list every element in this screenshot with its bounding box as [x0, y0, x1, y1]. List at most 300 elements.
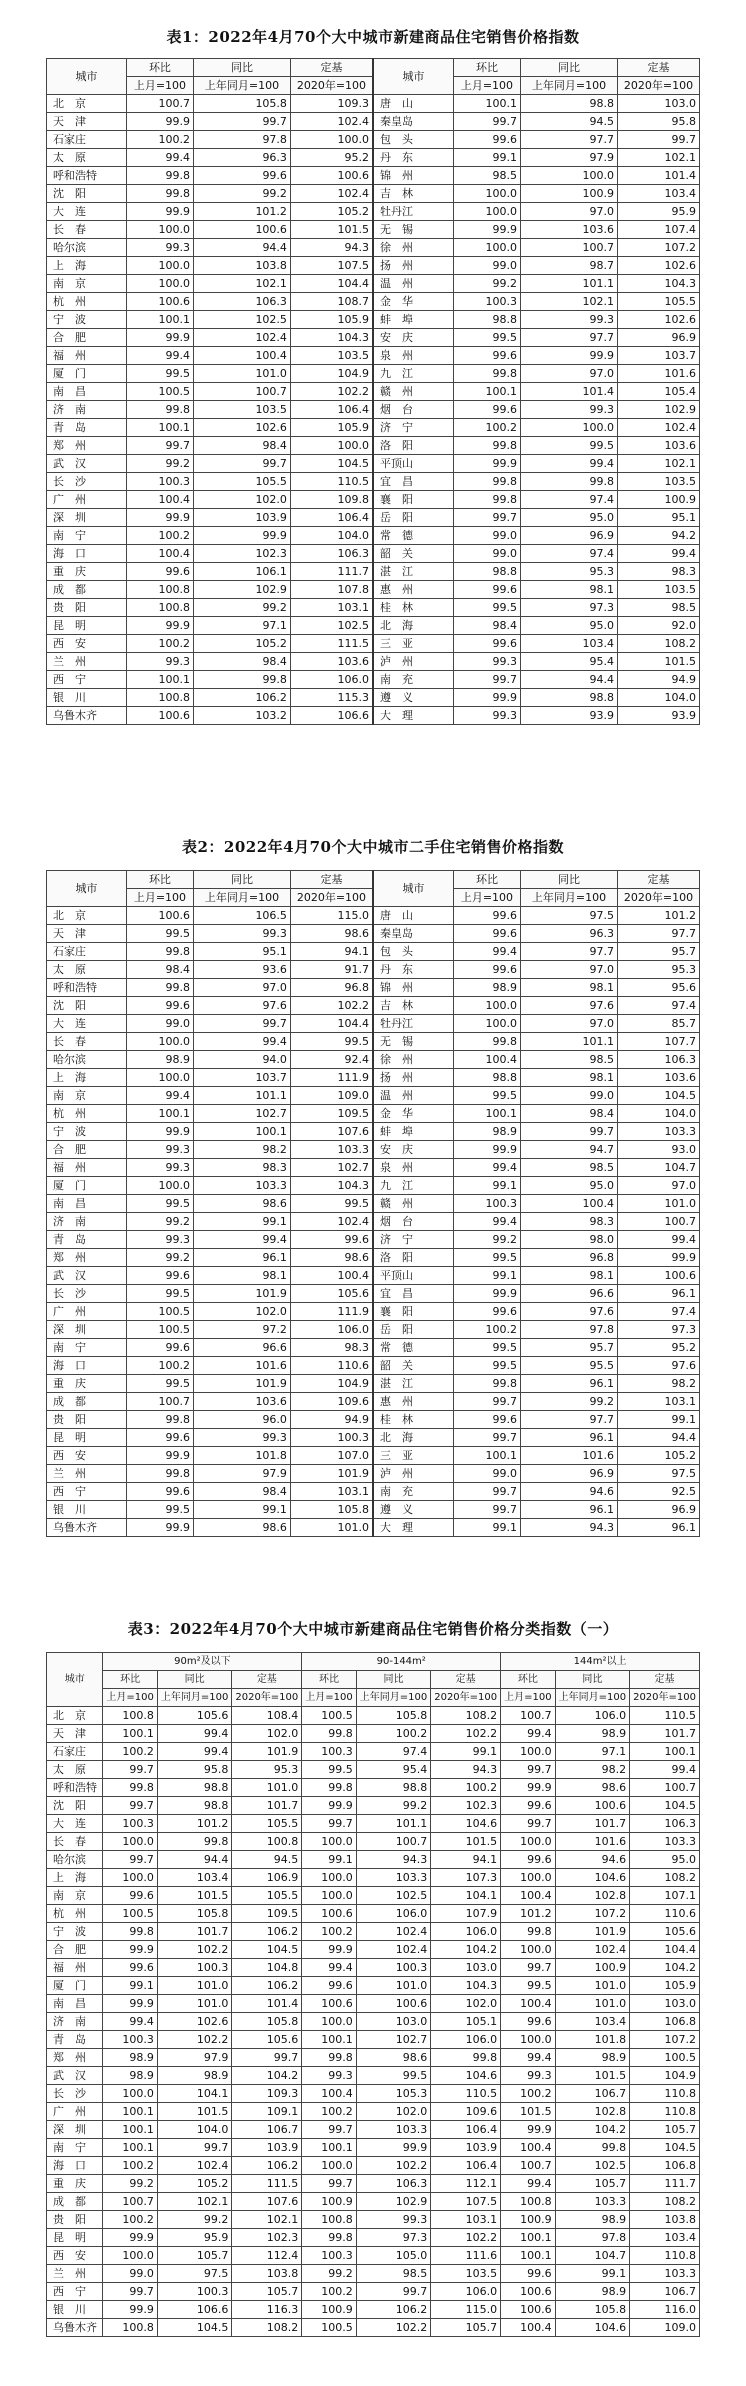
base-cell: 107.8 — [290, 581, 373, 599]
g3-base-cell: 103.4 — [630, 2229, 700, 2247]
table3-sub-base-g1: 2020年=100 — [232, 1689, 302, 1707]
g1-base-cell: 102.3 — [232, 2229, 302, 2247]
mom-cell: 99.4 — [126, 1087, 193, 1105]
yoy-cell: 100.4 — [521, 1195, 618, 1213]
city-cell: 南 宁 — [47, 1339, 127, 1357]
yoy-cell: 102.5 — [194, 311, 291, 329]
yoy-cell: 96.3 — [521, 925, 618, 943]
table3-header-mom-g2: 环比 — [302, 1671, 356, 1689]
g3-yoy-cell: 105.8 — [555, 2301, 629, 2319]
city-cell: 昆 明 — [47, 1429, 127, 1447]
city-cell: 常 德 — [373, 527, 453, 545]
table-row — [47, 203, 700, 221]
g3-mom-cell: 100.9 — [501, 2211, 555, 2229]
g2-yoy-cell: 97.3 — [356, 2229, 430, 2247]
yoy-cell: 100.4 — [194, 347, 291, 365]
city-cell: 成 都 — [47, 2193, 103, 2211]
city-cell: 广 州 — [47, 2103, 103, 2121]
city-cell: 郑 州 — [47, 1249, 127, 1267]
g1-yoy-cell: 104.5 — [157, 2319, 231, 2337]
mom-cell: 99.9 — [126, 617, 193, 635]
city-cell: 惠 州 — [373, 581, 453, 599]
g2-base-cell: 105.7 — [431, 2319, 501, 2337]
yoy-cell: 96.1 — [521, 1429, 618, 1447]
base-cell: 94.2 — [617, 527, 699, 545]
yoy-cell: 97.9 — [521, 149, 618, 167]
table3-sub-yoy-g2: 上年同月=100 — [356, 1689, 430, 1707]
g2-base-cell: 111.6 — [431, 2247, 501, 2265]
g3-base-cell: 116.0 — [630, 2301, 700, 2319]
city-cell: 沈 阳 — [47, 1797, 103, 1815]
table-row — [47, 2067, 700, 2085]
g1-base-cell: 106.7 — [232, 2121, 302, 2139]
city-cell: 大 连 — [47, 1015, 127, 1033]
mom-cell: 100.7 — [126, 1393, 193, 1411]
city-cell: 西 安 — [47, 1447, 127, 1465]
mom-cell: 100.1 — [453, 95, 520, 113]
base-cell: 94.3 — [290, 239, 373, 257]
city-cell: 青 岛 — [47, 419, 127, 437]
yoy-cell: 95.0 — [521, 617, 618, 635]
city-cell: 丹 东 — [373, 149, 453, 167]
g3-mom-cell: 99.6 — [501, 2265, 555, 2283]
g3-mom-cell: 99.4 — [501, 2175, 555, 2193]
base-cell: 97.4 — [617, 997, 699, 1015]
table-row — [47, 1321, 700, 1339]
g1-base-cell: 94.5 — [232, 1851, 302, 1869]
yoy-cell: 98.8 — [521, 95, 618, 113]
g1-mom-cell: 99.9 — [103, 2301, 157, 2319]
mom-cell: 99.8 — [126, 401, 193, 419]
city-cell: 长 春 — [47, 221, 127, 239]
g3-mom-cell: 100.7 — [501, 2157, 555, 2175]
g1-yoy-cell: 102.2 — [157, 2031, 231, 2049]
g3-yoy-cell: 101.9 — [555, 1923, 629, 1941]
city-cell: 郑 州 — [47, 437, 127, 455]
city-cell: 贵 阳 — [47, 1411, 127, 1429]
table-row — [47, 1447, 700, 1465]
table-row — [47, 2193, 700, 2211]
base-cell: 109.8 — [290, 491, 373, 509]
base-cell: 101.5 — [290, 221, 373, 239]
city-cell: 桂 林 — [373, 1411, 453, 1429]
base-cell: 99.5 — [290, 1033, 373, 1051]
g3-mom-cell: 100.2 — [501, 2085, 555, 2103]
yoy-cell: 96.3 — [194, 149, 291, 167]
base-cell: 103.6 — [617, 1069, 699, 1087]
yoy-cell: 95.4 — [521, 653, 618, 671]
g1-mom-cell: 100.1 — [103, 1725, 157, 1743]
g2-base-cell: 112.1 — [431, 2175, 501, 2193]
city-cell: 金 华 — [373, 293, 453, 311]
g1-yoy-cell: 101.7 — [157, 1923, 231, 1941]
g1-base-cell: 105.6 — [232, 2031, 302, 2049]
table2-header-mom-right: 环比 — [453, 871, 520, 889]
table-row — [47, 167, 700, 185]
g1-yoy-cell: 98.8 — [157, 1779, 231, 1797]
mom-cell: 100.6 — [126, 907, 193, 925]
mom-cell: 100.0 — [126, 1177, 193, 1195]
table-row — [47, 1995, 700, 2013]
base-cell: 102.6 — [617, 257, 699, 275]
city-cell: 石家庄 — [47, 1743, 103, 1761]
city-cell: 无 锡 — [373, 221, 453, 239]
g3-base-cell: 104.4 — [630, 1941, 700, 1959]
base-cell: 102.9 — [617, 401, 699, 419]
table-row — [47, 1249, 700, 1267]
g2-yoy-cell: 102.9 — [356, 2193, 430, 2211]
city-cell: 福 州 — [47, 1959, 103, 1977]
base-cell: 99.4 — [617, 545, 699, 563]
table2-sub-base-left: 2020年=100 — [290, 889, 373, 907]
g2-mom-cell: 100.8 — [302, 2211, 356, 2229]
base-cell: 102.1 — [617, 149, 699, 167]
g1-base-cell: 109.3 — [232, 2085, 302, 2103]
yoy-cell: 102.1 — [521, 293, 618, 311]
city-cell: 乌鲁木齐 — [47, 707, 127, 725]
table-row — [47, 1815, 700, 1833]
table-row — [47, 365, 700, 383]
city-cell: 宁 波 — [47, 311, 127, 329]
base-cell: 94.1 — [290, 943, 373, 961]
g1-base-cell: 108.4 — [232, 1707, 302, 1725]
g1-base-cell: 101.7 — [232, 1797, 302, 1815]
g3-mom-cell: 100.7 — [501, 1707, 555, 1725]
mom-cell: 99.3 — [126, 1141, 193, 1159]
yoy-cell: 97.7 — [521, 1411, 618, 1429]
base-cell: 109.6 — [290, 1393, 373, 1411]
mom-cell: 100.6 — [126, 293, 193, 311]
g1-base-cell: 112.4 — [232, 2247, 302, 2265]
yoy-cell: 101.9 — [194, 1375, 291, 1393]
table2-sub-mom-left: 上月=100 — [126, 889, 193, 907]
g3-yoy-cell: 100.9 — [555, 1959, 629, 1977]
g1-yoy-cell: 102.1 — [157, 2193, 231, 2211]
table2-header-city-left: 城市 — [47, 871, 127, 907]
yoy-cell: 99.8 — [194, 671, 291, 689]
g1-yoy-cell: 101.5 — [157, 2103, 231, 2121]
city-cell: 海 口 — [47, 2157, 103, 2175]
yoy-cell: 97.8 — [194, 131, 291, 149]
g1-base-cell: 104.2 — [232, 2067, 302, 2085]
base-cell: 105.2 — [290, 203, 373, 221]
table-row — [47, 419, 700, 437]
g3-mom-cell: 100.6 — [501, 2283, 555, 2301]
table-row — [47, 943, 700, 961]
yoy-cell: 99.3 — [194, 925, 291, 943]
base-cell: 106.3 — [290, 545, 373, 563]
city-cell: 武 汉 — [47, 2067, 103, 2085]
yoy-cell: 94.6 — [521, 1483, 618, 1501]
base-cell: 94.4 — [617, 1429, 699, 1447]
yoy-cell: 103.2 — [194, 707, 291, 725]
mom-cell: 99.5 — [126, 1285, 193, 1303]
g3-base-cell: 103.8 — [630, 2211, 700, 2229]
yoy-cell: 100.0 — [521, 167, 618, 185]
city-cell: 扬 州 — [373, 1069, 453, 1087]
city-cell: 济 南 — [47, 1213, 127, 1231]
yoy-cell: 97.3 — [521, 599, 618, 617]
city-cell: 厦 门 — [47, 1977, 103, 1995]
g3-yoy-cell: 101.7 — [555, 1815, 629, 1833]
g2-base-cell: 106.0 — [431, 2031, 501, 2049]
table1-sub-mom-left: 上月=100 — [126, 77, 193, 95]
g1-base-cell: 104.5 — [232, 1941, 302, 1959]
table-row — [47, 563, 700, 581]
g3-mom-cell: 100.0 — [501, 1743, 555, 1761]
table3-header-base-g3: 定基 — [630, 1671, 700, 1689]
table-row — [47, 2319, 700, 2337]
city-cell: 泉 州 — [373, 347, 453, 365]
mom-cell: 99.7 — [453, 509, 520, 527]
yoy-cell: 101.0 — [194, 365, 291, 383]
city-cell: 襄 阳 — [373, 1303, 453, 1321]
mom-cell: 99.9 — [126, 1123, 193, 1141]
yoy-cell: 97.7 — [521, 943, 618, 961]
mom-cell: 100.1 — [126, 671, 193, 689]
table-row — [47, 1177, 700, 1195]
g2-yoy-cell: 100.2 — [356, 1725, 430, 1743]
base-cell: 98.6 — [290, 925, 373, 943]
g1-mom-cell: 99.6 — [103, 1887, 157, 1905]
table2-sub-base-right: 2020年=100 — [617, 889, 699, 907]
mom-cell: 100.1 — [453, 383, 520, 401]
city-cell: 蚌 埠 — [373, 311, 453, 329]
base-cell: 105.5 — [617, 293, 699, 311]
city-cell: 洛 阳 — [373, 1249, 453, 1267]
mom-cell: 99.6 — [453, 1411, 520, 1429]
g1-mom-cell: 98.9 — [103, 2067, 157, 2085]
mom-cell: 99.0 — [126, 1015, 193, 1033]
yoy-cell: 100.7 — [521, 239, 618, 257]
table2-body — [47, 907, 700, 1537]
base-cell: 101.4 — [617, 167, 699, 185]
mom-cell: 100.4 — [126, 545, 193, 563]
g1-yoy-cell: 99.8 — [157, 1833, 231, 1851]
mom-cell: 99.8 — [126, 979, 193, 997]
yoy-cell: 95.0 — [521, 509, 618, 527]
g2-base-cell: 104.6 — [431, 1815, 501, 1833]
base-cell: 99.6 — [290, 1231, 373, 1249]
table-row — [47, 1887, 700, 1905]
table-row — [47, 1015, 700, 1033]
yoy-cell: 100.1 — [194, 1123, 291, 1141]
mom-cell: 99.5 — [126, 925, 193, 943]
table3-sub-base-g2: 2020年=100 — [431, 1689, 501, 1707]
city-cell: 武 汉 — [47, 1267, 127, 1285]
mom-cell: 99.0 — [453, 1465, 520, 1483]
yoy-cell: 98.2 — [194, 1141, 291, 1159]
base-cell: 101.5 — [617, 653, 699, 671]
yoy-cell: 97.0 — [521, 203, 618, 221]
city-cell: 贵 阳 — [47, 599, 127, 617]
g3-base-cell: 103.3 — [630, 2265, 700, 2283]
base-cell: 108.2 — [617, 635, 699, 653]
g3-base-cell: 99.4 — [630, 1761, 700, 1779]
g3-mom-cell: 99.7 — [501, 1815, 555, 1833]
table-row — [47, 1339, 700, 1357]
city-cell: 杭 州 — [47, 1105, 127, 1123]
base-cell: 96.1 — [617, 1285, 699, 1303]
mom-cell: 99.1 — [453, 1519, 520, 1537]
g2-mom-cell: 99.6 — [302, 1977, 356, 1995]
base-cell: 106.4 — [290, 401, 373, 419]
yoy-cell: 103.6 — [521, 221, 618, 239]
g3-yoy-cell: 98.2 — [555, 1761, 629, 1779]
table-row — [47, 1267, 700, 1285]
yoy-cell: 97.5 — [521, 907, 618, 925]
g3-yoy-cell: 98.9 — [555, 2049, 629, 2067]
city-cell: 青 岛 — [47, 2031, 103, 2049]
yoy-cell: 97.4 — [521, 545, 618, 563]
g2-yoy-cell: 99.9 — [356, 2139, 430, 2157]
g1-yoy-cell: 102.4 — [157, 2157, 231, 2175]
g2-mom-cell: 100.4 — [302, 2085, 356, 2103]
g3-yoy-cell: 107.2 — [555, 1905, 629, 1923]
g1-yoy-cell: 95.8 — [157, 1761, 231, 1779]
g2-mom-cell: 100.5 — [302, 2319, 356, 2337]
g2-mom-cell: 99.8 — [302, 1725, 356, 1743]
g3-mom-cell: 100.4 — [501, 2319, 555, 2337]
yoy-cell: 102.6 — [194, 419, 291, 437]
g2-mom-cell: 99.8 — [302, 2229, 356, 2247]
g3-base-cell: 109.0 — [630, 2319, 700, 2337]
table1-header-base-right: 定基 — [617, 59, 699, 77]
table-row — [47, 2265, 700, 2283]
table-row — [47, 383, 700, 401]
yoy-cell: 101.1 — [194, 1087, 291, 1105]
table-row — [47, 1285, 700, 1303]
yoy-cell: 97.0 — [521, 365, 618, 383]
mom-cell: 99.6 — [453, 635, 520, 653]
city-cell: 徐 州 — [373, 1051, 453, 1069]
yoy-cell: 101.9 — [194, 1285, 291, 1303]
g3-yoy-cell: 102.5 — [555, 2157, 629, 2175]
base-cell: 95.2 — [290, 149, 373, 167]
city-cell: 南 充 — [373, 671, 453, 689]
table-row — [47, 997, 700, 1015]
g1-yoy-cell: 97.5 — [157, 2265, 231, 2283]
mom-cell: 98.5 — [453, 167, 520, 185]
base-cell: 106.4 — [290, 509, 373, 527]
base-cell: 99.5 — [290, 1195, 373, 1213]
g3-base-cell: 104.2 — [630, 1959, 700, 1977]
table-row — [47, 961, 700, 979]
mom-cell: 99.6 — [453, 131, 520, 149]
g2-mom-cell: 99.3 — [302, 2067, 356, 2085]
city-cell: 乌鲁木齐 — [47, 2319, 103, 2337]
yoy-cell: 100.7 — [194, 383, 291, 401]
yoy-cell: 102.3 — [194, 545, 291, 563]
city-cell: 武 汉 — [47, 455, 127, 473]
g3-base-cell: 105.7 — [630, 2121, 700, 2139]
g1-mom-cell: 100.0 — [103, 1833, 157, 1851]
g2-yoy-cell: 97.4 — [356, 1743, 430, 1761]
g1-base-cell: 101.0 — [232, 1779, 302, 1797]
city-cell: 九 江 — [373, 1177, 453, 1195]
g2-mom-cell: 100.2 — [302, 1923, 356, 1941]
g1-yoy-cell: 99.4 — [157, 1725, 231, 1743]
g1-yoy-cell: 102.6 — [157, 2013, 231, 2031]
base-cell: 104.0 — [290, 527, 373, 545]
city-cell: 牡丹江 — [373, 1015, 453, 1033]
yoy-cell: 102.0 — [194, 1303, 291, 1321]
mom-cell: 99.6 — [453, 581, 520, 599]
g3-mom-cell: 100.4 — [501, 1887, 555, 1905]
g3-mom-cell: 100.0 — [501, 1941, 555, 1959]
yoy-cell: 103.5 — [194, 401, 291, 419]
table-row — [47, 2121, 700, 2139]
mom-cell: 99.5 — [453, 1087, 520, 1105]
mom-cell: 98.8 — [453, 563, 520, 581]
g2-yoy-cell: 99.3 — [356, 2211, 430, 2229]
base-cell: 102.7 — [290, 1159, 373, 1177]
table2-header-city-right: 城市 — [373, 871, 453, 907]
g2-base-cell: 106.0 — [431, 1923, 501, 1941]
city-cell: 西 安 — [47, 2247, 103, 2265]
mom-cell: 100.2 — [453, 1321, 520, 1339]
base-cell: 107.2 — [617, 239, 699, 257]
yoy-cell: 99.4 — [194, 1033, 291, 1051]
base-cell: 103.1 — [290, 1483, 373, 1501]
yoy-cell: 94.4 — [194, 239, 291, 257]
table-row — [47, 1231, 700, 1249]
base-cell: 105.4 — [617, 383, 699, 401]
yoy-cell: 98.6 — [194, 1519, 291, 1537]
city-cell: 洛 阳 — [373, 437, 453, 455]
mom-cell: 99.9 — [126, 329, 193, 347]
base-cell: 107.6 — [290, 1123, 373, 1141]
g1-base-cell: 105.7 — [232, 2283, 302, 2301]
base-cell: 95.3 — [617, 961, 699, 979]
g3-mom-cell: 100.1 — [501, 2247, 555, 2265]
g1-mom-cell: 100.1 — [103, 2121, 157, 2139]
yoy-cell: 97.6 — [521, 1303, 618, 1321]
city-cell: 北 京 — [47, 95, 127, 113]
g1-mom-cell: 99.0 — [103, 2265, 157, 2283]
base-cell: 103.1 — [290, 599, 373, 617]
base-cell: 109.5 — [290, 1105, 373, 1123]
mom-cell: 99.8 — [126, 1465, 193, 1483]
city-cell: 长 沙 — [47, 1285, 127, 1303]
yoy-cell: 105.5 — [194, 473, 291, 491]
base-cell: 110.6 — [290, 1357, 373, 1375]
table-row — [47, 2085, 700, 2103]
g3-base-cell: 108.2 — [630, 2193, 700, 2211]
g1-yoy-cell: 94.4 — [157, 1851, 231, 1869]
city-cell: 西 宁 — [47, 671, 127, 689]
yoy-cell: 98.7 — [521, 257, 618, 275]
table-row — [47, 185, 700, 203]
base-cell: 96.8 — [290, 979, 373, 997]
city-cell: 赣 州 — [373, 1195, 453, 1213]
city-cell: 银 川 — [47, 1501, 127, 1519]
mom-cell: 99.8 — [453, 365, 520, 383]
g1-base-cell: 103.8 — [232, 2265, 302, 2283]
city-cell: 蚌 埠 — [373, 1123, 453, 1141]
mom-cell: 98.8 — [453, 311, 520, 329]
base-cell: 111.5 — [290, 635, 373, 653]
table-row — [47, 635, 700, 653]
city-cell: 襄 阳 — [373, 491, 453, 509]
base-cell: 101.9 — [290, 1465, 373, 1483]
yoy-cell: 99.7 — [194, 1015, 291, 1033]
city-cell: 太 原 — [47, 1761, 103, 1779]
g1-yoy-cell: 99.2 — [157, 2211, 231, 2229]
g1-base-cell: 100.8 — [232, 1833, 302, 1851]
g3-yoy-cell: 103.4 — [555, 2013, 629, 2031]
g1-mom-cell: 100.8 — [103, 2319, 157, 2337]
